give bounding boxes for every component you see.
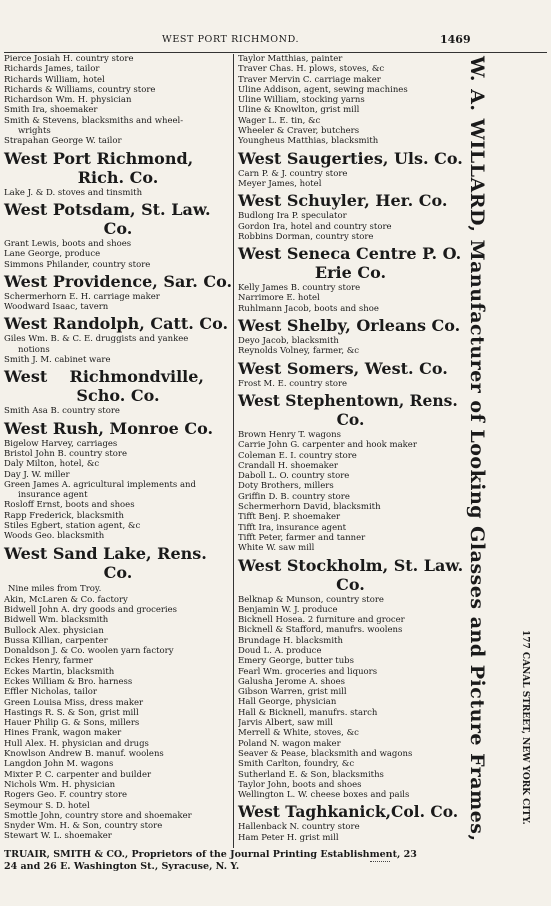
- directory-entry: Sutherland E. & Son, blacksmiths: [238, 769, 384, 780]
- place-heading-line: West Seneca Centre P. O.: [238, 244, 462, 264]
- right-column: [238, 54, 463, 843]
- place-heading: [238, 149, 463, 168]
- page-number: 1469: [440, 33, 471, 46]
- directory-entry: Rosloff Ernst, boots and shoes: [4, 500, 135, 511]
- directory-entry: Merrell & White, stoves, &c: [238, 728, 359, 739]
- directory-entry: insurance agent: [18, 490, 88, 501]
- directory-entry: Richardson Wm. H. physician: [4, 95, 132, 106]
- directory-entry: Emery George, butter tubs: [238, 656, 354, 667]
- side-ad-address-block: [520, 630, 540, 870]
- directory-entry: Akin, McLaren & Co. factory: [4, 594, 128, 605]
- place-heading: [238, 191, 463, 210]
- printer-mark: [370, 861, 390, 866]
- directory-entry: Smith Asa B. country store: [4, 406, 120, 417]
- directory-entry: Gibson Warren, grist mill: [238, 687, 347, 698]
- directory-entry: Tifft Peter, farmer and tanner: [238, 532, 366, 543]
- place-heading: [4, 200, 232, 238]
- directory-entry: Woodward Isaac, tavern: [4, 302, 109, 313]
- directory-entry: Bigelow Harvey, carriages: [4, 438, 118, 449]
- directory-entry: Hall George, physician: [238, 697, 337, 708]
- place-heading: [238, 556, 463, 594]
- directory-entry: Traver Chas. H. plows, stoves, &c: [238, 64, 385, 75]
- place-heading: [4, 272, 232, 291]
- directory-entry: Hallenback N. country store: [238, 822, 360, 833]
- side-ad-address: 177 CANAL STREET, NEW YORK CITY.: [520, 630, 530, 825]
- place-note: Nine miles from Troy.: [8, 583, 102, 594]
- directory-entry: Snyder Wm. H. & Son, country store: [4, 821, 163, 832]
- directory-entry: Gordon Ira, hotel and country store: [238, 221, 392, 232]
- place-heading-line: West Providence, Sar. Co.: [4, 271, 233, 291]
- place-heading: [4, 419, 232, 438]
- place-heading: [238, 316, 463, 335]
- directory-entry: Lake J. & D. stoves and tinsmith: [4, 187, 143, 198]
- directory-entry: Galusha Jerome A. shoes: [238, 676, 345, 687]
- header-title: WEST PORT RICHMOND.: [162, 34, 300, 45]
- directory-entry: Hull Alex. H. physician and drugs: [4, 738, 149, 749]
- place-heading-county: Co.: [336, 409, 365, 429]
- directory-entry: Schermerhorn E. H. carriage maker: [4, 291, 160, 302]
- directory-entry: Taylor John, boots and shoes: [238, 779, 362, 790]
- directory-entry: Smith Ira, shoemaker: [4, 105, 98, 116]
- directory-entry: notions: [18, 344, 50, 355]
- directory-entry: Crandall H. shoemaker: [238, 460, 338, 471]
- left-column: [4, 54, 232, 842]
- directory-entry: Griffin D. B. country store: [238, 491, 350, 502]
- directory-entry: Bidwell Wm. blacksmith: [4, 615, 109, 626]
- place-heading: [4, 314, 232, 333]
- directory-entry: Wheeler & Craver, butchers: [238, 126, 360, 137]
- directory-entry: Simmons Philander, country store: [4, 259, 151, 270]
- footer: [4, 849, 547, 873]
- place-heading-line: West Potsdam, St. Law.: [4, 199, 211, 219]
- directory-entry: Woods Geo. blacksmith: [4, 531, 105, 542]
- directory-entry: Effler Nicholas, tailor: [4, 687, 97, 698]
- directory-entry: Giles Wm. B. & C. E. druggists and yankee: [4, 334, 189, 345]
- directory-entry: Wellington L. W. cheese boxes and pails: [238, 790, 410, 801]
- directory-entry: Hastings R. S. & Son, grist mill: [4, 707, 139, 718]
- directory-entry: Budlong Ira P. speculator: [238, 211, 347, 222]
- directory-entry: Doty Brothers, millers: [238, 481, 334, 492]
- footer-line-1: TRUAIR, SMITH & CO., Proprietors of the Journal Printing Establishment, 23: [4, 849, 417, 860]
- directory-entry: Green James A. agricultural implements and: [4, 479, 196, 490]
- place-heading-line: West Randolph, Catt. Co.: [4, 314, 229, 334]
- header-rule: [4, 52, 547, 53]
- directory-entry: Nichols Wm. H. physician: [4, 779, 116, 790]
- directory-entry: Traver Mervin C. carriage maker: [238, 74, 381, 85]
- place-heading-county: Co.: [103, 562, 133, 582]
- place-heading: [4, 149, 232, 187]
- directory-entry: Strapahan George W. tailor: [4, 136, 122, 147]
- directory-entry: Wager L. E. tin, &c: [238, 115, 321, 126]
- directory-entry: Rapp Frederick, blacksmith: [4, 510, 124, 521]
- directory-entry: Daly Milton, hotel, &c: [4, 459, 100, 470]
- directory-entry: Lane George, produce: [4, 249, 101, 260]
- directory-entry: Deyo Jacob, blacksmith: [238, 336, 339, 347]
- directory-entry: Ham Peter H. grist mill: [238, 832, 339, 843]
- directory-entry: Eckes Martin, blacksmith: [4, 666, 115, 677]
- place-heading: [238, 802, 463, 821]
- place-heading: [238, 391, 463, 429]
- directory-entry: Bussa Killian, carpenter: [4, 635, 108, 646]
- directory-entry: Robbins Dorman, country store: [238, 231, 374, 242]
- directory-entry: Smith J. M. cabinet ware: [4, 355, 111, 366]
- directory-entry: Fearl Wm. groceries and liquors: [238, 666, 378, 677]
- place-heading-line: West Stockholm, St. Law.: [238, 555, 464, 575]
- place-heading: [238, 359, 463, 378]
- directory-entry: Meyer James, hotel: [238, 178, 322, 189]
- directory-entry: Bicknell Hosea. 2 furniture and grocer: [238, 615, 405, 626]
- directory-entry: Carn P. & J. country store: [238, 168, 348, 179]
- directory-entry: Benjamin W. J. produce: [238, 604, 338, 615]
- directory-entry: Uline Addison, agent, sewing machines: [238, 84, 408, 95]
- directory-entry: Day J. W. miller: [4, 469, 70, 480]
- directory-entry: Tifft Ira, insurance agent: [238, 522, 346, 533]
- directory-entry: Stewart W. L. shoemaker: [4, 831, 112, 842]
- running-header: [0, 34, 551, 50]
- directory-entry: Knowlson Andrew B. manuf. woolens: [4, 749, 164, 760]
- place-heading-county: Rich. Co.: [77, 167, 159, 187]
- directory-entry: wrights: [18, 126, 51, 137]
- place-heading-county: Co.: [336, 574, 365, 594]
- directory-entry: Eckes William & Bro. harness: [4, 676, 133, 687]
- directory-entry: Daboll L. O. country store: [238, 471, 350, 482]
- directory-entry: Doud L. A. produce: [238, 645, 322, 656]
- place-heading-county: Scho. Co.: [76, 386, 160, 406]
- place-heading-line: West Rush, Monroe Co.: [4, 418, 214, 438]
- directory-entry: Bullock Alex. physician: [4, 625, 104, 636]
- directory-entry: Bicknell & Stafford, manufrs. woolens: [238, 625, 403, 636]
- directory-entry: Bristol John B. country store: [4, 448, 127, 459]
- place-heading-line: West Port Richmond,: [4, 148, 194, 168]
- directory-entry: Kelly James B. country store: [238, 283, 361, 294]
- footer-line-2: 24 and 26 E. Washington St., Syracuse, N. Y.: [4, 861, 240, 872]
- place-heading-line: West Somers, West. Co.: [238, 358, 448, 378]
- place-heading-county: Co.: [103, 218, 133, 238]
- directory-entry: Reynolds Volney, farmer, &c: [238, 346, 360, 357]
- directory-entry: Stiles Egbert, station agent, &c: [4, 521, 141, 532]
- directory-entry: Hall & Bicknell, manufrs. starch: [238, 707, 378, 718]
- directory-entry: Uline William, stocking yarns: [238, 95, 365, 106]
- directory-entry: Grant Lewis, boots and shoes: [4, 238, 132, 249]
- directory-entry: Brown Henry T. wagons: [238, 429, 341, 440]
- directory-entry: Mixter P. C. carpenter and builder: [4, 769, 152, 780]
- place-heading-line: West Taghkanick,Col. Co.: [238, 802, 459, 822]
- place-heading: [238, 244, 463, 282]
- directory-entry: Taylor Matthias, painter: [238, 54, 343, 64]
- directory-entry: Smottle John, country store and shoemaker: [4, 810, 192, 821]
- directory-entry: Youngheus Matthias, blacksmith: [238, 136, 379, 147]
- directory-entry: Narrimore E. hotel: [238, 293, 320, 304]
- place-heading-line: West Schuyler, Her. Co.: [238, 191, 448, 211]
- directory-entry: Eckes Henry, farmer: [4, 656, 93, 667]
- directory-entry: Bidwell John A. dry goods and groceries: [4, 604, 178, 615]
- directory-entry: Smith & Stevens, blacksmiths and wheel-: [4, 115, 184, 126]
- place-heading-line: West Sand Lake, Rens.: [4, 543, 207, 563]
- directory-entry: Smith Carlton, foundry, &c: [238, 759, 355, 770]
- place-heading-county: Erie Co.: [314, 263, 387, 283]
- directory-entry: White W. saw mill: [238, 543, 315, 554]
- directory-entry: Carrie John G. carpenter and hook maker: [238, 440, 417, 451]
- directory-entry: Belknap & Munson, country store: [238, 594, 384, 605]
- directory-entry: Poland N. wagon maker: [238, 738, 341, 749]
- place-heading-line: West Richmondville,: [4, 367, 204, 387]
- directory-entry: Pierce Josiah H. country store: [4, 54, 134, 64]
- directory-entry: Brundage H. blacksmith: [238, 635, 343, 646]
- place-heading-line: West Saugerties, Uls. Co.: [238, 148, 463, 168]
- directory-entry: Richards James, tailor: [4, 64, 100, 75]
- directory-entry: Hauer Philip G. & Sons, millers: [4, 718, 140, 729]
- directory-entry: Green Louisa Miss, dress maker: [4, 697, 144, 708]
- directory-entry: Hines Frank, wagon maker: [4, 728, 122, 739]
- directory-entry: Ruhlmann Jacob, boots and shoe: [238, 303, 379, 314]
- side-ad-text: W. A. WILLARD, Manufacturer of Looking Glasses and Picture Frames,: [466, 56, 488, 842]
- directory-entry: Frost M. E. country store: [238, 378, 348, 389]
- directory-entry: Uline & Knowlton, grist mill: [238, 105, 360, 116]
- column-divider: [233, 54, 234, 848]
- directory-entry: Seaver & Pease, blacksmith and wagons: [238, 748, 413, 759]
- place-heading: [4, 544, 232, 582]
- place-heading: [4, 367, 232, 405]
- directory-entry: Richards William, hotel: [4, 74, 105, 85]
- directory-entry: Langdon John M. wagons: [4, 759, 114, 770]
- directory-entry: Schermerhorn David, blacksmith: [238, 502, 381, 513]
- place-heading-line: West Shelby, Orleans Co.: [238, 316, 461, 336]
- directory-entry: Donaldson J. & Co. woolen yarn factory: [4, 646, 174, 657]
- place-heading-line: West Stephentown, Rens.: [238, 390, 458, 410]
- directory-entry: Tifft Benj. P. shoemaker: [238, 512, 341, 523]
- directory-entry: Jarvis Albert, saw mill: [238, 718, 333, 729]
- directory-entry: Rogers Geo. F. country store: [4, 790, 128, 801]
- directory-entry: Richards & Williams, country store: [4, 84, 156, 95]
- directory-entry: Coleman E. I. country store: [238, 450, 357, 461]
- directory-entry: Seymour S. D. hotel: [4, 800, 90, 811]
- side-advertisement: [466, 56, 488, 846]
